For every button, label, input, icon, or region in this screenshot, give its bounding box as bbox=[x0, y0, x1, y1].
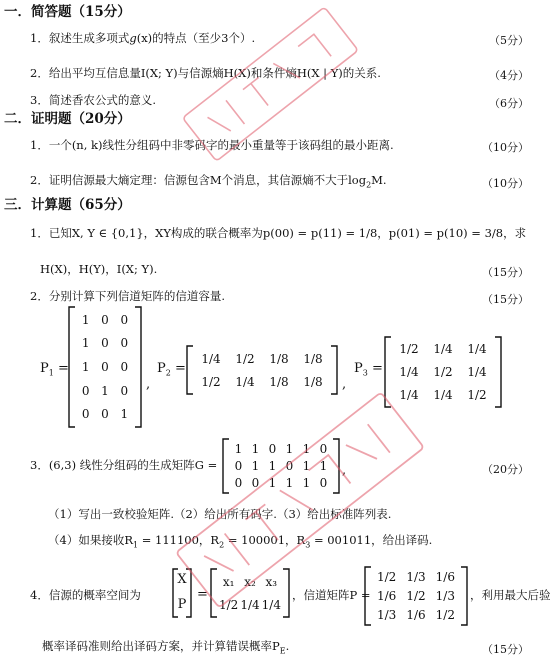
sep-2: , bbox=[342, 377, 347, 392]
s1-q1 bbox=[30, 33, 255, 45]
matrix-chan-cell: 1/3 bbox=[377, 607, 397, 622]
matrix-p1-cell: 0 bbox=[101, 312, 109, 327]
section-1-title: 一．简答题（15分） bbox=[4, 4, 131, 20]
s1-q1-x: (x) bbox=[136, 31, 153, 45]
matrix-g-cell: 0 bbox=[319, 476, 328, 491]
matrix-p3-cell: 1/2 bbox=[467, 387, 487, 402]
matrix-p3-cell: 1/4 bbox=[433, 342, 453, 357]
s1-q1-post: 的特点（至少3个）. bbox=[152, 31, 256, 45]
matrix-src-grid bbox=[218, 570, 282, 616]
s2-q2-score: （10分） bbox=[482, 177, 529, 190]
matrix-chan-cell: 1/6 bbox=[406, 607, 426, 622]
s1-q3: 3．简述香农公式的意义. bbox=[30, 93, 156, 107]
p3-label: $P_3$ = bbox=[354, 361, 383, 378]
matrix-p3-cell: 1/4 bbox=[399, 387, 419, 402]
matrix-p1-cell: 1 bbox=[81, 336, 90, 351]
s3-q1-score: （15分） bbox=[482, 266, 529, 279]
s2-q2-pre: 2．证明信源最大熵定理：信源包含M个消息，其信源熵不大于log bbox=[30, 173, 367, 187]
matrix-chan-cell: 1/6 bbox=[435, 570, 455, 585]
matrix-chan-cell: 1/2 bbox=[406, 588, 426, 603]
matrix-chan-cell: 1/2 bbox=[435, 607, 455, 622]
s2-q2-post: M. bbox=[371, 173, 387, 187]
matrix-g-cell: 0 bbox=[268, 441, 277, 456]
matrix-src-cell: 1/4 bbox=[240, 597, 260, 612]
matrix-p1-cell: 0 bbox=[101, 359, 109, 374]
matrix-g-cell: 1 bbox=[268, 476, 277, 491]
s3-q1-line1: 1．已知X, Y ∈ {0,1}，XY构成的联合概率为p(00) = p(11) = 1/8，p(01) = p(10) = 3/8，求 bbox=[30, 226, 527, 240]
matrix-p3-cell: 1/2 bbox=[399, 342, 419, 357]
s3-q2: 2．分别计算下列信道矩阵的信道容量. bbox=[30, 289, 225, 303]
matrix-p1-cell: 0 bbox=[120, 383, 129, 398]
matrix-chan-grid bbox=[372, 568, 460, 624]
matrix-g-grid bbox=[230, 440, 332, 492]
matrix-p1-cell: 0 bbox=[81, 383, 90, 398]
s3-q3-sub1: （1）写出一致校验矩阵.（2）给出所有码字.（3）给出标准阵列表. bbox=[48, 507, 392, 521]
matrix-p2-cell: 1/4 bbox=[235, 374, 255, 389]
matrix-src-cell: x₃ bbox=[265, 574, 278, 589]
matrix-p3-cell: 1/4 bbox=[467, 364, 487, 379]
section-2-title: 二．证明题（20分） bbox=[4, 111, 131, 127]
s3-q4-line2: 概率译码准则给出译码方案，并计算错误概率$P_E$. bbox=[42, 639, 290, 656]
matrix-p1-cell: 1 bbox=[120, 407, 129, 422]
matrix-src-cell: x₂ bbox=[244, 574, 256, 589]
s1-q1-score: （5分） bbox=[489, 34, 529, 47]
matrix-p1-cell: 1 bbox=[101, 383, 109, 398]
matrix-p1-cell: 0 bbox=[101, 407, 109, 422]
matrix-p2 bbox=[186, 345, 338, 395]
s1-q1-g: g bbox=[129, 31, 137, 45]
matrix-src-label bbox=[172, 568, 192, 618]
matrix-src-cell: x₁ bbox=[222, 574, 235, 589]
matrix-p1-cell: 1 bbox=[81, 312, 90, 327]
s1-q2-score: （4分） bbox=[489, 69, 529, 82]
matrix-p3-cell: 1/4 bbox=[399, 364, 419, 379]
s1-q2: 2．给出平均互信息量I(X; Y)与信源熵H(X)和条件熵H(X | Y)的关系. bbox=[30, 66, 381, 80]
matrix-p3-cell: 1/4 bbox=[433, 387, 453, 402]
s3-q4-post: ，利用最大后验 bbox=[470, 588, 551, 602]
s3-q3-post: , bbox=[342, 463, 347, 478]
matrix-chan-cell: 1/6 bbox=[377, 588, 397, 603]
matrix-src bbox=[210, 568, 290, 618]
matrix-g-cell: 1 bbox=[302, 458, 311, 473]
matrix-p2-grid bbox=[194, 347, 330, 393]
matrix-p3 bbox=[384, 336, 502, 408]
src-top: X bbox=[177, 572, 187, 587]
s2-q1: 1．一个(n, k)线性分组码中非零码字的最小重量等于该码组的最小距离. bbox=[30, 138, 394, 152]
s2-q2-sub: 2 bbox=[366, 180, 372, 190]
src-bot: P bbox=[177, 597, 187, 612]
matrix-g-cell: 0 bbox=[234, 476, 243, 491]
matrix-p1-cell: 1 bbox=[81, 359, 90, 374]
matrix-g bbox=[222, 438, 340, 494]
matrix-chan-cell: 1/3 bbox=[406, 570, 426, 585]
matrix-src-cell: 1/2 bbox=[219, 597, 239, 612]
matrix-g-cell: 1 bbox=[302, 441, 311, 456]
matrix-p3-cell: 1/4 bbox=[467, 342, 487, 357]
s1-q1-pre: 1．叙述生成多项式 bbox=[30, 31, 130, 45]
matrix-p3-grid bbox=[392, 338, 494, 406]
s3-q4-score: （15分） bbox=[482, 643, 529, 656]
matrix-g-cell: 0 bbox=[251, 476, 260, 491]
matrix-p3-cell: 1/2 bbox=[433, 364, 453, 379]
s3-q2-score: （15分） bbox=[482, 293, 529, 306]
matrix-src-cell: 1/4 bbox=[261, 597, 281, 612]
q4-eq1: = bbox=[197, 587, 208, 602]
matrix-chan-cell: 1/3 bbox=[435, 588, 455, 603]
matrix-p2-cell: 1/2 bbox=[235, 351, 255, 366]
s2-q1-score: （10分） bbox=[482, 141, 529, 154]
s3-q4-mid: ，信道矩阵P = bbox=[292, 588, 371, 602]
matrix-g-cell: 1 bbox=[251, 458, 260, 473]
matrix-g-cell: 1 bbox=[285, 441, 294, 456]
matrix-p2-cell: 1/8 bbox=[269, 374, 289, 389]
matrix-p1-cell: 0 bbox=[101, 336, 109, 351]
section-3-title: 三．计算题（65分） bbox=[4, 197, 131, 213]
s3-q3-score: （20分） bbox=[482, 463, 529, 476]
matrix-p2-cell: 1/8 bbox=[303, 374, 323, 389]
matrix-p2-cell: 1/8 bbox=[303, 351, 323, 366]
matrix-g-cell: 0 bbox=[285, 458, 294, 473]
s3-q3-sub2: （4）如果接收$R_1 = 111100$，$R_2 = 100001$，$R_3 = 001011$，给出译码. bbox=[48, 533, 433, 550]
matrix-g-cell: 0 bbox=[319, 441, 328, 456]
matrix-g-cell: 1 bbox=[302, 476, 311, 491]
s3-q1-line2: H(X)，H(Y)，I(X; Y). bbox=[40, 262, 158, 276]
s3-q4-pre: 4．信源的概率空间为 bbox=[30, 588, 141, 602]
stamp-top bbox=[150, 0, 400, 180]
matrix-p2-cell: 1/4 bbox=[201, 351, 221, 366]
matrix-p2-cell: 1/8 bbox=[269, 351, 289, 366]
p2-label: $P_2$ = bbox=[157, 361, 186, 378]
matrix-g-cell: 0 bbox=[234, 458, 243, 473]
matrix-g-cell: 1 bbox=[251, 441, 260, 456]
matrix-p1 bbox=[68, 306, 142, 428]
matrix-g-cell: 1 bbox=[319, 458, 328, 473]
matrix-chan bbox=[364, 566, 468, 626]
matrix-g-cell: 1 bbox=[285, 476, 294, 491]
s1-q3-score: （6分） bbox=[489, 97, 529, 110]
sep-1: , bbox=[146, 377, 151, 392]
matrix-p2-cell: 1/2 bbox=[201, 374, 221, 389]
matrix-p1-cell: 0 bbox=[120, 336, 129, 351]
s2-q2 bbox=[30, 175, 387, 189]
s3-q3-pre: 3．(6,3) 线性分组码的生成矩阵G = bbox=[30, 458, 218, 472]
matrix-p1-cell: 0 bbox=[120, 312, 129, 327]
matrix-p1-cell: 0 bbox=[81, 407, 90, 422]
matrix-chan-cell: 1/2 bbox=[377, 570, 397, 585]
matrix-p1-cell: 0 bbox=[120, 359, 129, 374]
matrix-g-cell: 1 bbox=[268, 458, 277, 473]
matrix-p1-grid bbox=[76, 308, 134, 426]
p1-label: $P_1$ = bbox=[40, 361, 69, 378]
matrix-g-cell: 1 bbox=[234, 441, 243, 456]
